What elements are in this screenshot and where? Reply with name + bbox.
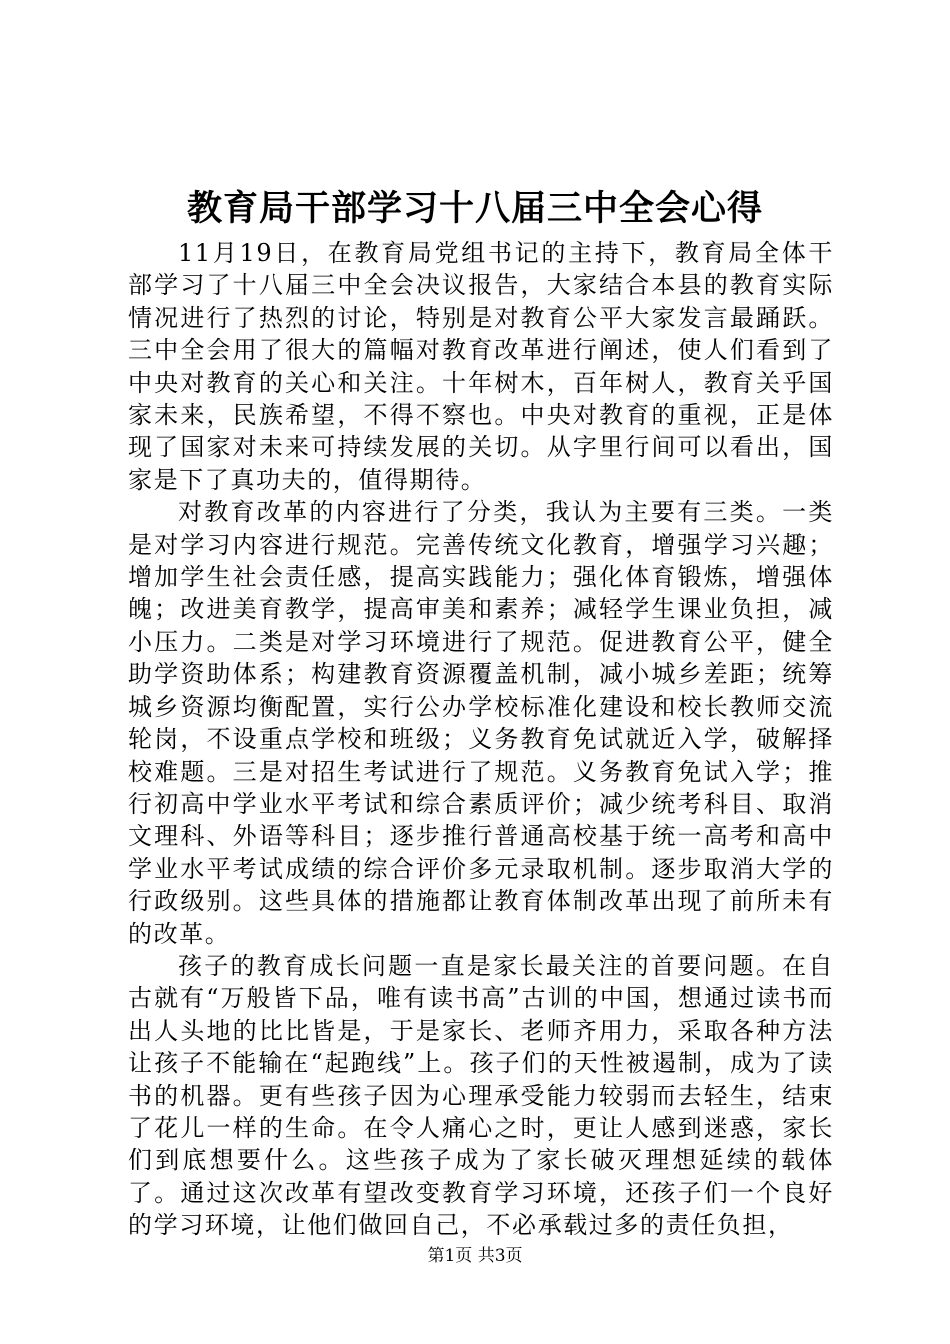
paragraph-3: 孩子的教育成长问题一直是家长最关注的首要问题。在自古就有“万般皆下品，唯有读书高”古训的中国，想通过读书而出人头地的比比皆是，于是家长、老师齐用力，采取各种方法让孩子不能输在“起跑线”上。孩子们的天性被遏制，成为了读书的机器。更有些孩子因为心理承受能力较弱而去轻生，结束了花儿一样的生命。在令人痛心之时，更让人感到迷惑，家长们到底想要什么。这些孩子成为了家长破灭理想延续的载体了。通过这次改革有望改变教育学习环境，还孩子们一个良好的学习环境，让他们做回自己，不必承载过多的责任负担， bbox=[128, 951, 834, 1240]
document-title: 教育局干部学习十八届三中全会心得 bbox=[186, 188, 763, 229]
document-body bbox=[128, 237, 834, 1242]
paragraph-1: 11月19日，在教育局党组书记的主持下，教育局全体干部学习了十八届三中全会决议报告，大家结合本县的教育实际情况进行了热烈的讨论，特别是对教育公平大家发言最踊跃。三中全会用了很大的篇幅对教育改革进行阐述，使人们看到了中央对教育的关心和关注。十年树木，百年树人，教育关乎国家未来，民族希望，不得不察也。中央对教育的重视，正是体现了国家对未来可持续发展的关切。从字里行间可以看出，国家是下了真功夫的，值得期待。 bbox=[128, 239, 834, 494]
paragraph-2: 对教育改革的内容进行了分类，我认为主要有三类。一类是对学习内容进行规范。完善传统文化教育，增强学习兴趣；增加学生社会责任感，提高实践能力；强化体育锻炼，增强体魄；改进美育教学，提高审美和素养；减轻学生课业负担，减小压力。二类是对学习环境进行了规范。促进教育公平，健全助学资助体系；构建教育资源覆盖机制，减小城乡差距；统筹城乡资源均衡配置，实行公办学校标准化建设和校长教师交流轮岗，不设重点学校和班级；义务教育免试就近入学，破解择校难题。三是对招生考试进行了规范。义务教育免试入学；推行初高中学业水平考试和综合素质评价；减少统考科目、取消文理科、外语等科目；逐步推行普通高校基于统一高考和高中学业水平考试成绩的综合评价多元录取机制。逐步取消大学的行政级别。这些具体的措施都让教育体制改革出现了前所未有的改革。 bbox=[128, 498, 834, 948]
page-number-footer: 第1页 共3页 bbox=[427, 1246, 523, 1266]
